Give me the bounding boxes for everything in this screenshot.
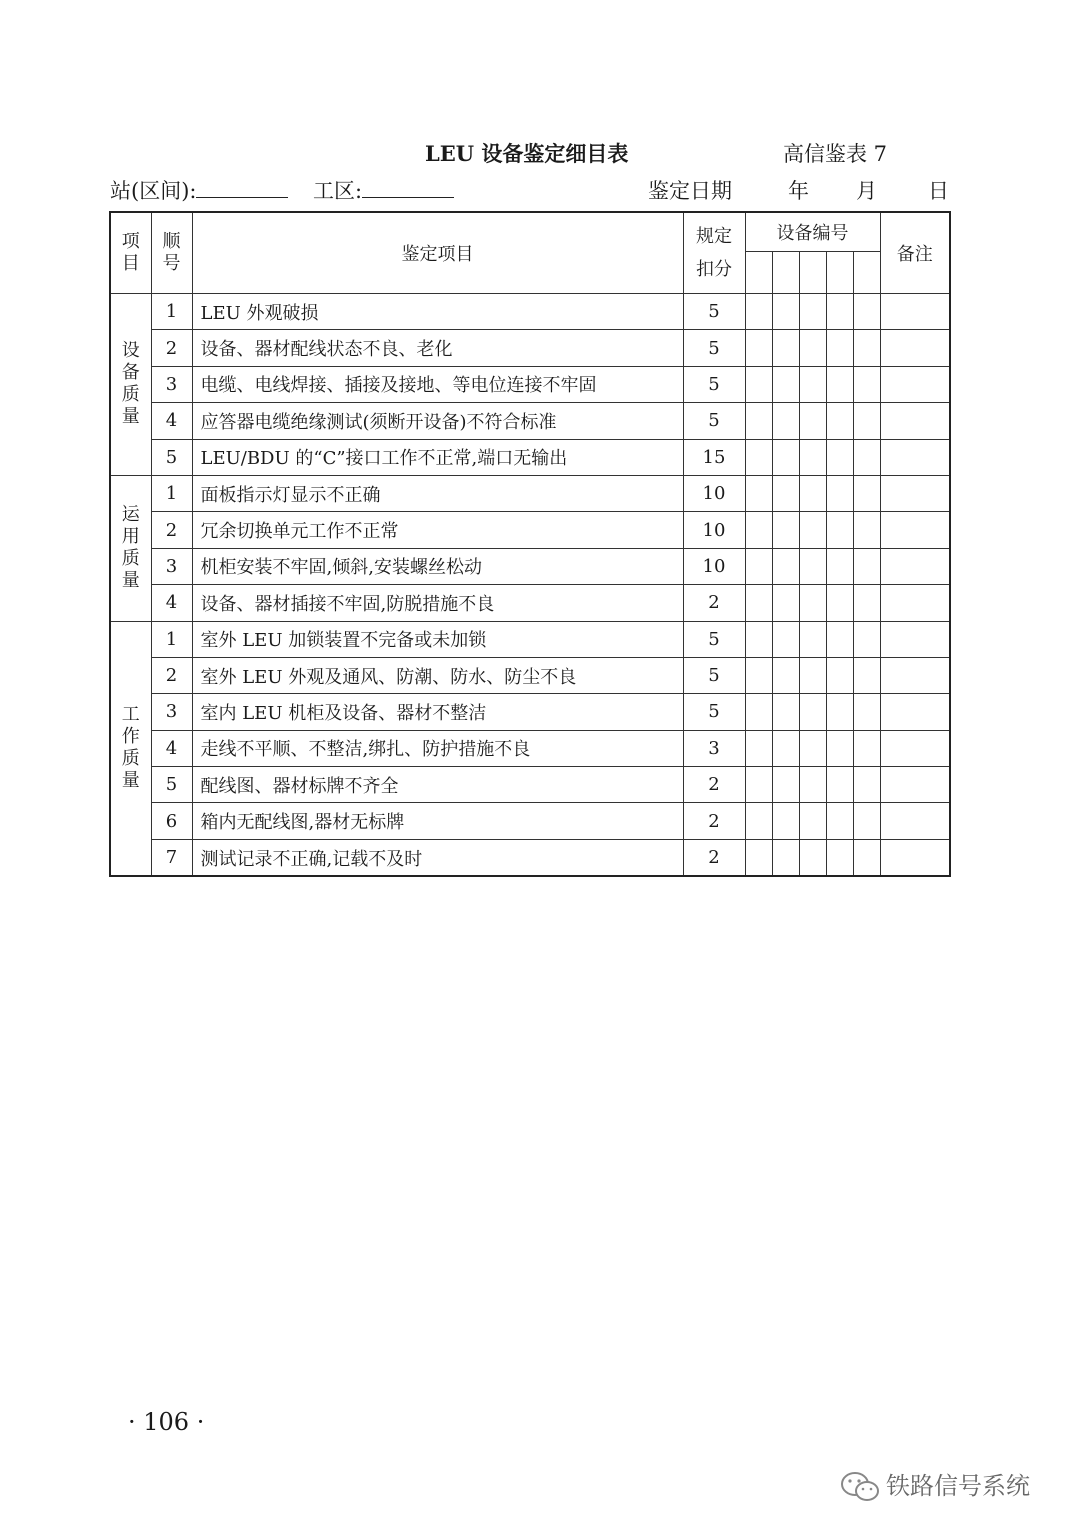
item-cell: 室内 LEU 机柜及设备、器材不整洁: [192, 694, 683, 730]
form-code: 高信鉴表 7: [783, 142, 888, 166]
score-cell: 2: [683, 839, 745, 876]
device-cell[interactable]: [799, 330, 826, 366]
table-row: [110, 366, 950, 402]
category-cell: 工 作 质 量: [110, 621, 151, 876]
category-cell: 设 备 质 量: [110, 294, 151, 476]
device-cell[interactable]: [826, 694, 853, 730]
device-cell[interactable]: [745, 621, 772, 657]
remark-cell[interactable]: [880, 403, 950, 439]
device-cell[interactable]: [853, 403, 880, 439]
table-row: [110, 548, 950, 584]
seq-cell: 4: [151, 585, 192, 621]
station-label: 站(区间):: [110, 179, 197, 203]
device-cell[interactable]: [772, 294, 799, 330]
seq-cell: 2: [151, 512, 192, 548]
item-cell: 应答器电缆绝缘测试(须断开设备)不符合标准: [192, 403, 683, 439]
remark-cell[interactable]: [880, 366, 950, 402]
device-col-4[interactable]: [826, 252, 853, 294]
item-cell: 走线不平顺、不整洁,绑扎、防护措施不良: [192, 730, 683, 766]
device-cell[interactable]: [799, 621, 826, 657]
device-cell[interactable]: [826, 585, 853, 621]
device-cell[interactable]: [772, 366, 799, 402]
score-cell: 10: [683, 475, 745, 511]
device-cell[interactable]: [853, 475, 880, 511]
device-cell[interactable]: [853, 512, 880, 548]
seq-cell: 4: [151, 730, 192, 766]
device-cell[interactable]: [826, 803, 853, 839]
device-cell[interactable]: [772, 475, 799, 511]
score-cell: 5: [683, 621, 745, 657]
device-cell[interactable]: [826, 548, 853, 584]
device-cell[interactable]: [853, 694, 880, 730]
device-cell[interactable]: [799, 403, 826, 439]
device-cell[interactable]: [745, 767, 772, 803]
seq-cell: 2: [151, 330, 192, 366]
table-row: [110, 839, 950, 876]
table-row: [110, 767, 950, 803]
device-cell[interactable]: [745, 657, 772, 693]
score-cell: 2: [683, 585, 745, 621]
date-label: 鉴定日期: [648, 179, 732, 203]
device-cell[interactable]: [799, 475, 826, 511]
score-cell: 10: [683, 548, 745, 584]
device-cell[interactable]: [772, 621, 799, 657]
day-label: 日: [928, 179, 949, 203]
device-cell[interactable]: [853, 767, 880, 803]
score-cell: 3: [683, 730, 745, 766]
wechat-icon: [840, 1470, 880, 1504]
year-label: 年: [788, 179, 809, 203]
workarea-blank: [362, 175, 454, 198]
score-cell: 5: [683, 694, 745, 730]
table-row: [110, 439, 950, 475]
device-cell[interactable]: [772, 803, 799, 839]
device-cell[interactable]: [826, 767, 853, 803]
header-seq: 顺 号: [151, 212, 192, 294]
device-cell[interactable]: [745, 512, 772, 548]
category-cell: 运 用 质 量: [110, 475, 151, 621]
device-cell[interactable]: [853, 439, 880, 475]
remark-cell[interactable]: [880, 767, 950, 803]
score-cell: 5: [683, 294, 745, 330]
header-row-1: [110, 212, 950, 252]
device-cell[interactable]: [799, 294, 826, 330]
remark-cell[interactable]: [880, 585, 950, 621]
device-cell[interactable]: [745, 366, 772, 402]
device-cell[interactable]: [745, 439, 772, 475]
item-cell: LEU 外观破损: [192, 294, 683, 330]
device-cell[interactable]: [772, 694, 799, 730]
score-cell: 5: [683, 366, 745, 402]
header-remark: 备注: [880, 212, 950, 294]
device-col-3[interactable]: [799, 252, 826, 294]
device-cell[interactable]: [772, 403, 799, 439]
watermark: [840, 1466, 1030, 1506]
item-cell: 配线图、器材标牌不齐全: [192, 767, 683, 803]
score-cell: 5: [683, 657, 745, 693]
device-col-5[interactable]: [853, 252, 880, 294]
remark-cell[interactable]: [880, 621, 950, 657]
device-col-2[interactable]: [772, 252, 799, 294]
device-cell[interactable]: [853, 294, 880, 330]
table-row: [110, 694, 950, 730]
month-label: 月: [856, 179, 877, 203]
device-cell[interactable]: [799, 657, 826, 693]
watermark-text: 铁路信号系统: [886, 1472, 1030, 1500]
seq-cell: 4: [151, 403, 192, 439]
device-cell[interactable]: [745, 585, 772, 621]
seq-cell: 7: [151, 839, 192, 876]
score-cell: 5: [683, 403, 745, 439]
header-score: 规定 扣分: [683, 212, 745, 294]
device-cell[interactable]: [826, 621, 853, 657]
device-cell[interactable]: [826, 475, 853, 511]
table-row: [110, 730, 950, 766]
header-category: 项 目: [110, 212, 151, 294]
device-cell[interactable]: [772, 512, 799, 548]
remark-cell[interactable]: [880, 512, 950, 548]
device-cell[interactable]: [799, 767, 826, 803]
item-cell: 设备、器材配线状态不良、老化: [192, 330, 683, 366]
device-cell[interactable]: [745, 294, 772, 330]
device-cell[interactable]: [745, 403, 772, 439]
seq-cell: 3: [151, 366, 192, 402]
device-col-1[interactable]: [745, 252, 772, 294]
device-cell[interactable]: [826, 294, 853, 330]
item-cell: LEU/BDU 的“C”接口工作不正常,端口无输出: [192, 439, 683, 475]
device-cell[interactable]: [772, 839, 799, 876]
seq-cell: 6: [151, 803, 192, 839]
seq-cell: 3: [151, 694, 192, 730]
device-cell[interactable]: [772, 730, 799, 766]
device-cell[interactable]: [772, 767, 799, 803]
remark-cell[interactable]: [880, 548, 950, 584]
seq-cell: 2: [151, 657, 192, 693]
device-cell[interactable]: [826, 439, 853, 475]
workarea-field: [313, 175, 362, 205]
device-cell[interactable]: [772, 548, 799, 584]
device-cell[interactable]: [772, 439, 799, 475]
device-cell[interactable]: [826, 657, 853, 693]
table-row: [110, 330, 950, 366]
device-cell[interactable]: [826, 403, 853, 439]
device-cell[interactable]: [826, 366, 853, 402]
item-cell: 箱内无配线图,器材无标牌: [192, 803, 683, 839]
seq-cell: 1: [151, 621, 192, 657]
device-cell[interactable]: [826, 730, 853, 766]
table-row: [110, 657, 950, 693]
table-row: [110, 294, 950, 330]
remark-cell[interactable]: [880, 439, 950, 475]
page-number: · 106 ·: [128, 1408, 205, 1436]
item-cell: 机柜安装不牢固,倾斜,安装螺丝松动: [192, 548, 683, 584]
seq-cell: 1: [151, 294, 192, 330]
table-row: [110, 512, 950, 548]
device-cell[interactable]: [853, 548, 880, 584]
device-cell[interactable]: [853, 657, 880, 693]
device-cell[interactable]: [853, 330, 880, 366]
header-fields: [110, 175, 950, 205]
remark-cell[interactable]: [880, 839, 950, 876]
device-cell[interactable]: [772, 657, 799, 693]
device-cell[interactable]: [853, 730, 880, 766]
device-cell[interactable]: [853, 366, 880, 402]
device-cell[interactable]: [745, 803, 772, 839]
device-cell[interactable]: [826, 839, 853, 876]
device-cell[interactable]: [745, 548, 772, 584]
remark-cell[interactable]: [880, 294, 950, 330]
remark-cell[interactable]: [880, 694, 950, 730]
score-cell: 2: [683, 767, 745, 803]
item-cell: 室外 LEU 外观及通风、防潮、防水、防尘不良: [192, 657, 683, 693]
device-cell[interactable]: [853, 839, 880, 876]
device-cell[interactable]: [799, 366, 826, 402]
table-row: [110, 585, 950, 621]
item-cell: 冗余切换单元工作不正常: [192, 512, 683, 548]
device-cell[interactable]: [799, 585, 826, 621]
item-cell: 室外 LEU 加锁装置不完备或未加锁: [192, 621, 683, 657]
item-cell: 面板指示灯显示不正确: [192, 475, 683, 511]
score-cell: 2: [683, 803, 745, 839]
device-cell[interactable]: [772, 585, 799, 621]
device-cell[interactable]: [745, 839, 772, 876]
score-cell: 15: [683, 439, 745, 475]
device-cell[interactable]: [853, 585, 880, 621]
remark-cell[interactable]: [880, 475, 950, 511]
remark-cell[interactable]: [880, 657, 950, 693]
seq-cell: 5: [151, 767, 192, 803]
station-blank: [196, 175, 288, 198]
inspection-table: [109, 211, 951, 877]
remark-cell[interactable]: [880, 803, 950, 839]
device-cell[interactable]: [799, 439, 826, 475]
device-cell[interactable]: [853, 803, 880, 839]
station-field: [110, 175, 196, 205]
device-cell[interactable]: [745, 730, 772, 766]
table-row: [110, 803, 950, 839]
device-cell[interactable]: [772, 330, 799, 366]
score-cell: 5: [683, 330, 745, 366]
workarea-label: 工区:: [313, 179, 363, 203]
table-row: [110, 403, 950, 439]
score-cell: 10: [683, 512, 745, 548]
header-device-no: 设备编号: [745, 212, 880, 252]
item-cell: 设备、器材插接不牢固,防脱措施不良: [192, 585, 683, 621]
table-title: LEU 设备鉴定细目表: [425, 141, 629, 166]
device-cell[interactable]: [799, 839, 826, 876]
device-cell[interactable]: [745, 694, 772, 730]
device-cell[interactable]: [745, 330, 772, 366]
device-cell[interactable]: [799, 803, 826, 839]
device-cell[interactable]: [799, 512, 826, 548]
item-cell: 电缆、电线焊接、插接及接地、等电位连接不牢固: [192, 366, 683, 402]
device-cell[interactable]: [745, 475, 772, 511]
seq-cell: 5: [151, 439, 192, 475]
device-cell[interactable]: [826, 330, 853, 366]
device-cell[interactable]: [799, 730, 826, 766]
remark-cell[interactable]: [880, 730, 950, 766]
device-cell[interactable]: [799, 694, 826, 730]
device-cell[interactable]: [853, 621, 880, 657]
item-cell: 测试记录不正确,记载不及时: [192, 839, 683, 876]
table-row: [110, 621, 950, 657]
device-cell[interactable]: [799, 548, 826, 584]
header-item: 鉴定项目: [192, 212, 683, 294]
device-cell[interactable]: [826, 512, 853, 548]
remark-cell[interactable]: [880, 330, 950, 366]
table-row: [110, 475, 950, 511]
seq-cell: 3: [151, 548, 192, 584]
seq-cell: 1: [151, 475, 192, 511]
